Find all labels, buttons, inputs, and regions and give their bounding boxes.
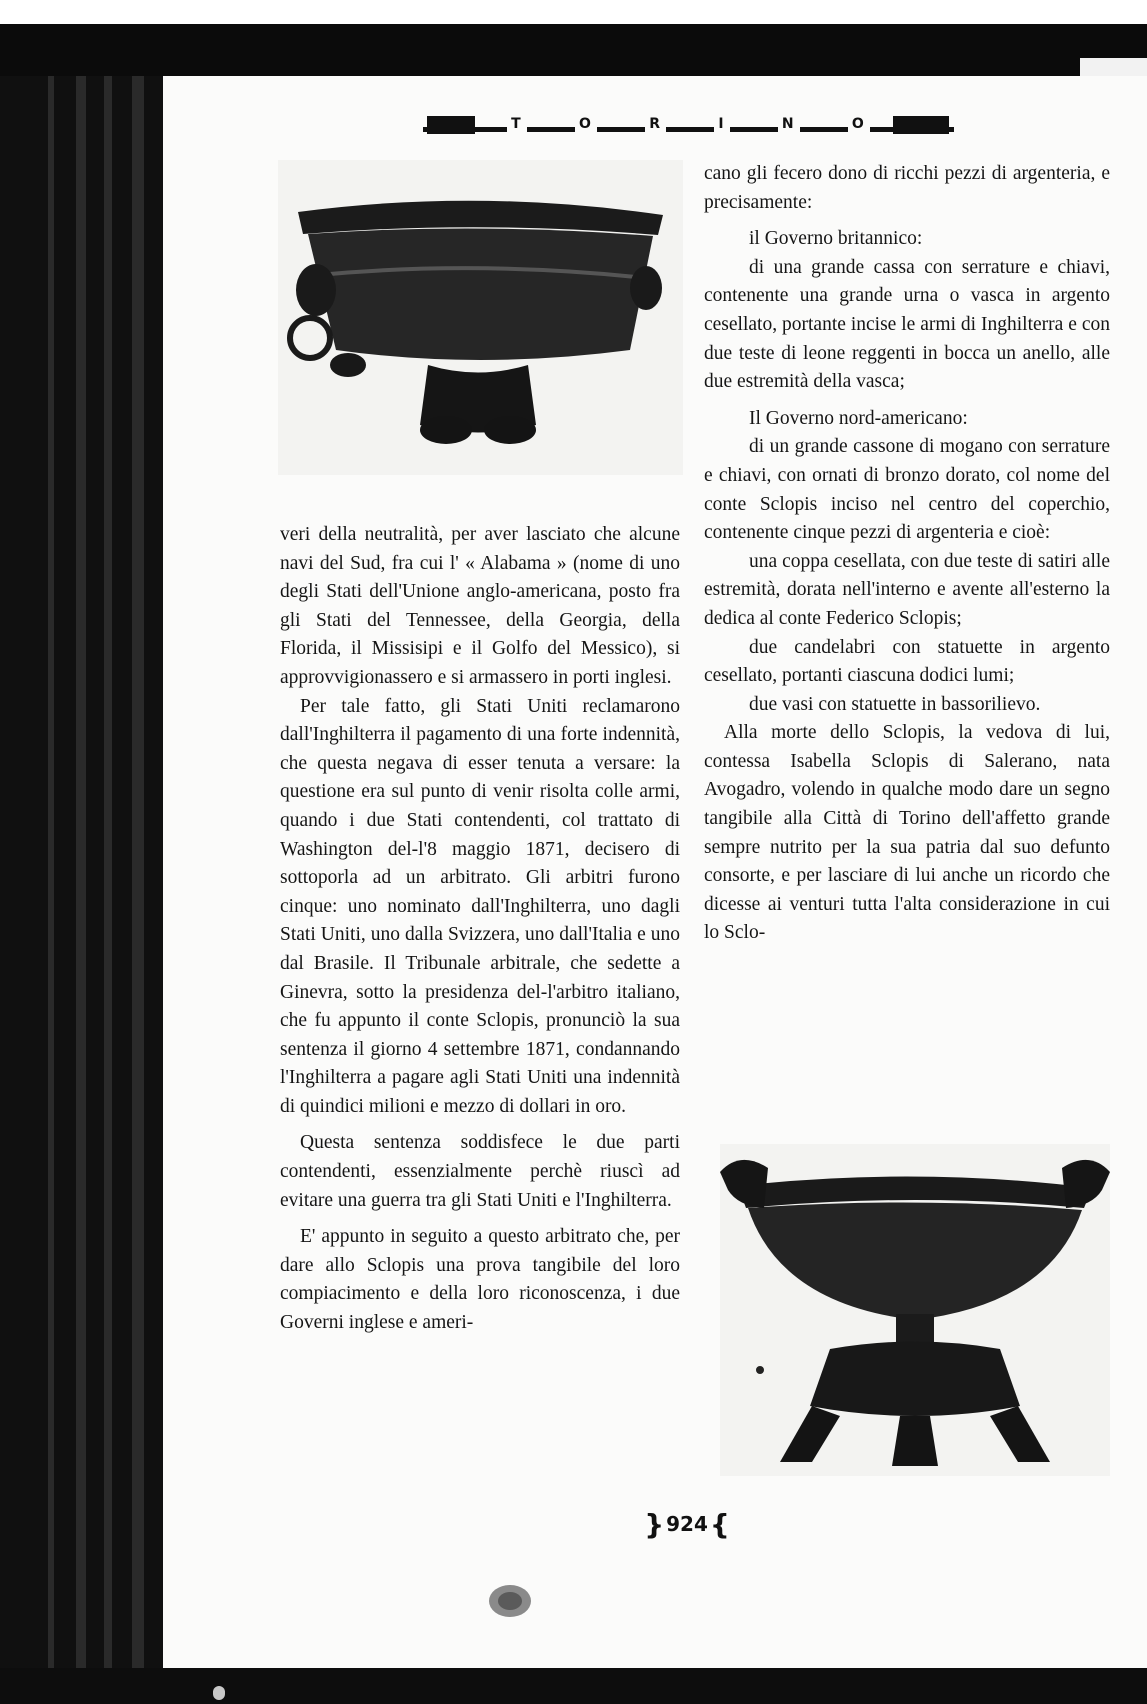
masthead-ornament: [893, 116, 949, 134]
left-paragraph-4: E' appunto in seguito a questo arbitrato che, per dare allo Sclopis una prova tangibile del loro compiacimento e della loro riconoscenza, i due Governi inglese e ameri-: [280, 1226, 680, 1334]
masthead-ornament: [427, 116, 475, 134]
left-paragraph-1: veri della neutralità, per aver lasciato che alcune navi del Sud, fra cui l' « Alabama » (nome di uno degli Stati dell'Unione anglo-americana, posto fra gli Stati del Tennessee, della Georgia, della Florida, il Missisipi e il Golfo del Messico), si approvvigionassero e si armassero in porti inglesi.: [280, 524, 680, 688]
scan-border-top: [0, 24, 1080, 76]
masthead: [423, 112, 954, 136]
scan-border-top-edge: [1080, 24, 1147, 58]
right-paragraph-2: di una grande cassa con serrature e chiavi, contenente una grande urna o vasca in argento cesellato, portante incise le armi di Inghilterra e con due teste di leone reggenti in bocca un anello, alle due estremità della vasca;: [704, 256, 1110, 393]
scan-border-gap: [1080, 58, 1147, 76]
right-column: [704, 160, 1110, 948]
library-stamp: [487, 1582, 533, 1620]
masthead-letter: O: [575, 116, 597, 132]
page-number: [644, 1506, 730, 1542]
photo-footed-cup: [720, 1144, 1110, 1476]
folio-ornament-right: {: [709, 1507, 730, 1541]
folio-number: 924: [666, 1512, 708, 1536]
stamp-mark: [487, 1582, 533, 1620]
right-paragraph-6: due vasi con statuette in bassorilievo.: [749, 693, 1041, 715]
masthead-letter: T: [507, 116, 527, 132]
right-paragraph-4: una coppa cesellata, con due teste di satiri alle estremità, dorata nell'interno e avente all'esterno la dedica al conte Federico Sclopis;: [704, 550, 1110, 629]
masthead-title: [483, 112, 894, 136]
masthead-letter: I: [714, 116, 729, 132]
photo-silver-basin: [278, 160, 683, 475]
binding-stripe: [104, 76, 112, 1688]
left-column: [280, 521, 680, 1338]
binding-stripe: [76, 76, 86, 1688]
silver-basin-illustration: [278, 160, 683, 475]
masthead-letter: N: [778, 116, 800, 132]
right-paragraph-1: cano gli fecero dono di ricchi pezzi di argenteria, e precisamente:: [704, 163, 1110, 213]
heading-american-government: Il Governo nord-americano:: [749, 407, 968, 429]
folio-ornament-left: }: [644, 1507, 665, 1541]
right-paragraph-7: Alla morte dello Sclopis, la vedova di lui, contessa Isabella Sclopis di Salerano, nata Avogadro, volendo in qualche modo dare un segno tangibile alla Città di Torino dell'affetto grande sempre nutrito per la sua patria dal suo defunto consorte, e per lasciare di lui anche un ricordo che dicesse ai venturi tutta l'alta considerazione in cui lo Sclo-: [704, 722, 1110, 944]
scan-border-bottom: [0, 1668, 1147, 1704]
right-paragraph-5: due candelabri con statuette in argento cesellato, portanti ciascuna dodici lumi;: [704, 636, 1110, 687]
right-paragraph-3: di un grande cassone di mogano con serrature e chiavi, con ornati di bronzo dorato, col nome del conte Sclopis inciso nel centro del coperchio, contenente cinque pezzi di argenteria e cioè:: [704, 436, 1110, 544]
footed-cup-illustration: [720, 1144, 1110, 1476]
binding-stripe: [132, 76, 144, 1688]
book-binding-edge: [0, 76, 163, 1688]
left-paragraph-2: Per tale fatto, gli Stati Uniti reclamarono dall'Inghilterra il pagamento di una forte indennità, che questa negava di esser tenuta a versare: la questione era sul punto di venir risolta colle armi, quando i due Stati contendenti, col trattato di Washington del-l'8 maggio 1871, decisero di sottoporla ad un arbitrato. Gli arbitri furono cinque: uno nominato dall'Inghilterra, uno dagli Stati Uniti, uno dalla Svizzera, uno dall'Italia e uno dal Brasile. Il Tribunale arbitrale, che sedette a Ginevra, sotto la presidenza del-l'arbitro italiano, che fu appunto il conte Sclopis, pronunciò la sua sentenza il giorno 4 settembre 1871, condannando l'Inghilterra a pagare agli Stati Uniti una indennità di quindici milioni e mezzo di dollari in oro.: [280, 695, 680, 1117]
heading-british-government: il Governo britannico:: [749, 228, 923, 250]
masthead-letter: R: [645, 116, 666, 132]
binding-stripe: [48, 76, 54, 1688]
scan-margin-top: [0, 0, 1147, 24]
left-paragraph-3: Questa sentenza soddisfece le due parti contendenti, essenzialmente perchè riuscì ad evitare una guerra tra gli Stati Uniti e l'Inghilterra.: [280, 1132, 680, 1211]
masthead-letter: O: [848, 116, 870, 132]
scan-artifact: [213, 1686, 225, 1700]
